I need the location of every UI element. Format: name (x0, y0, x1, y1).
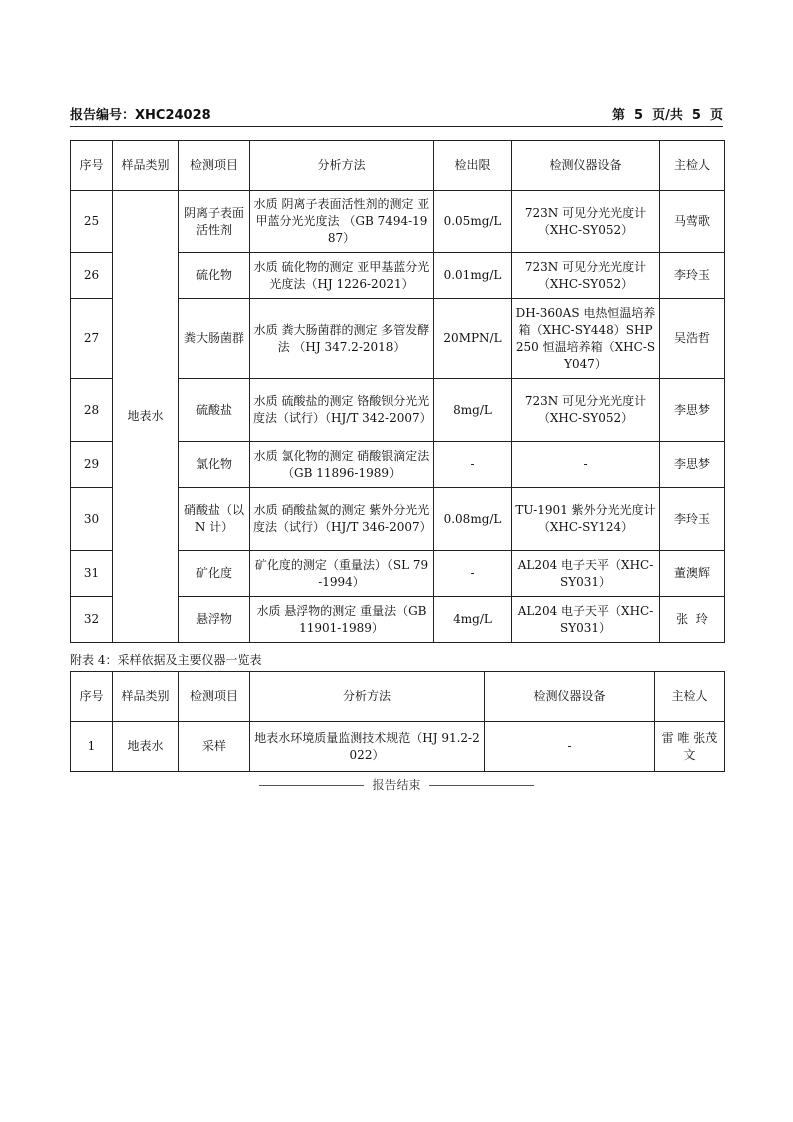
inspector: 张 玲 (660, 597, 725, 643)
instrument: - (512, 442, 660, 488)
inspector: 李玲玉 (660, 253, 725, 299)
analysis-method: 水质 硫酸盐的测定 铬酸钡分光光度法（试行）（HJ/T 342-2007） (250, 379, 434, 442)
detection-limit: 0.08mg/L (434, 488, 512, 551)
test-item: 矿化度 (179, 551, 250, 597)
analysis-method: 水质 氯化物的测定 硝酸银滴定法（GB 11896-1989） (250, 442, 434, 488)
instrument: 723N 可见分光光度计（XHC-SY052） (512, 191, 660, 253)
row-number: 27 (71, 299, 113, 379)
inspector: 吴浩哲 (660, 299, 725, 379)
detection-limit: 4mg/L (434, 597, 512, 643)
col-header: 序号 (71, 141, 113, 191)
instrument: 723N 可见分光光度计（XHC-SY052） (512, 379, 660, 442)
detection-limit: 0.05mg/L (434, 191, 512, 253)
instrument: AL204 电子天平（XHC-SY031） (512, 597, 660, 643)
inspector: 李玲玉 (660, 488, 725, 551)
instrument: AL204 电子天平（XHC-SY031） (512, 551, 660, 597)
test-item: 硫化物 (179, 253, 250, 299)
test-item: 硫酸盐 (179, 379, 250, 442)
detection-limit: 0.01mg/L (434, 253, 512, 299)
inspector: 马莺歌 (660, 191, 725, 253)
row-number: 25 (71, 191, 113, 253)
detection-limit: 8mg/L (434, 379, 512, 442)
col-header: 检测项目 (179, 141, 250, 191)
table-row (71, 191, 725, 253)
test-item: 悬浮物 (179, 597, 250, 643)
analysis-method: 水质 阴离子表面活性剂的测定 亚甲蓝分光光度法 （GB 7494-1987） (250, 191, 434, 253)
inspector: 雷 唯 张茂文 (655, 722, 725, 772)
row-number: 29 (71, 442, 113, 488)
instrument: TU-1901 紫外分光光度计（XHC-SY124） (512, 488, 660, 551)
row-number: 26 (71, 253, 113, 299)
detection-limit: - (434, 551, 512, 597)
detection-limit: - (434, 442, 512, 488)
analysis-method: 地表水环境质量监测技术规范（HJ 91.2-2022） (250, 722, 485, 772)
instrument: 723N 可见分光光度计（XHC-SY052） (512, 253, 660, 299)
sample-type-cell: 地表水 (113, 722, 179, 772)
inspector: 李思梦 (660, 442, 725, 488)
report-end (0, 776, 793, 793)
divider (429, 785, 534, 786)
col-header: 检测项目 (179, 672, 250, 722)
col-header: 样品类别 (113, 141, 179, 191)
col-header: 样品类别 (113, 672, 179, 722)
page-number: 第 5 页/共 5 页 (611, 108, 723, 123)
col-header: 主检人 (655, 672, 725, 722)
table-header-row (71, 672, 725, 722)
header-rule (70, 126, 723, 127)
appendix-note: 附表 4：采样依据及主要仪器一览表 (70, 653, 262, 667)
test-item: 硝酸盐（以 N 计） (179, 488, 250, 551)
col-header: 序号 (71, 672, 113, 722)
row-number: 31 (71, 551, 113, 597)
row-number: 28 (71, 379, 113, 442)
table-header-row (71, 141, 725, 191)
sample-type-cell: 地表水 (113, 191, 179, 643)
divider (259, 785, 364, 786)
row-number: 1 (71, 722, 113, 772)
analysis-method: 水质 硫化物的测定 亚甲基蓝分光光度法（HJ 1226-2021） (250, 253, 434, 299)
table-row (71, 722, 725, 772)
col-header: 检测仪器设备 (512, 141, 660, 191)
test-item: 阴离子表面活性剂 (179, 191, 250, 253)
test-item: 粪大肠菌群 (179, 299, 250, 379)
analysis-method: 水质 悬浮物的测定 重量法（GB 11901-1989） (250, 597, 434, 643)
col-header: 检出限 (434, 141, 512, 191)
col-header: 主检人 (660, 141, 725, 191)
row-number: 32 (71, 597, 113, 643)
row-number: 30 (71, 488, 113, 551)
instrument: - (485, 722, 655, 772)
inspector: 董澳辉 (660, 551, 725, 597)
test-item: 氯化物 (179, 442, 250, 488)
test-item: 采样 (179, 722, 250, 772)
analysis-method: 水质 粪大肠菌群的测定 多管发酵法 （HJ 347.2-2018） (250, 299, 434, 379)
test-items-table (70, 140, 725, 643)
detection-limit: 20MPN/L (434, 299, 512, 379)
sampling-table (70, 671, 725, 772)
instrument: DH-360AS 电热恒温培养箱（XHC-SY448）SHP250 恒温培养箱（XHC-SY047） (512, 299, 660, 379)
inspector: 李思梦 (660, 379, 725, 442)
col-header: 分析方法 (250, 141, 434, 191)
col-header: 检测仪器设备 (485, 672, 655, 722)
analysis-method: 矿化度的测定（重量法）（SL 79-1994） (250, 551, 434, 597)
analysis-method: 水质 硝酸盐氮的测定 紫外分光光度法（试行）（HJ/T 346-2007） (250, 488, 434, 551)
report-number: 报告编号：XHC24028 (70, 108, 211, 123)
col-header: 分析方法 (250, 672, 485, 722)
report-end-label: 报告结束 (372, 778, 421, 792)
